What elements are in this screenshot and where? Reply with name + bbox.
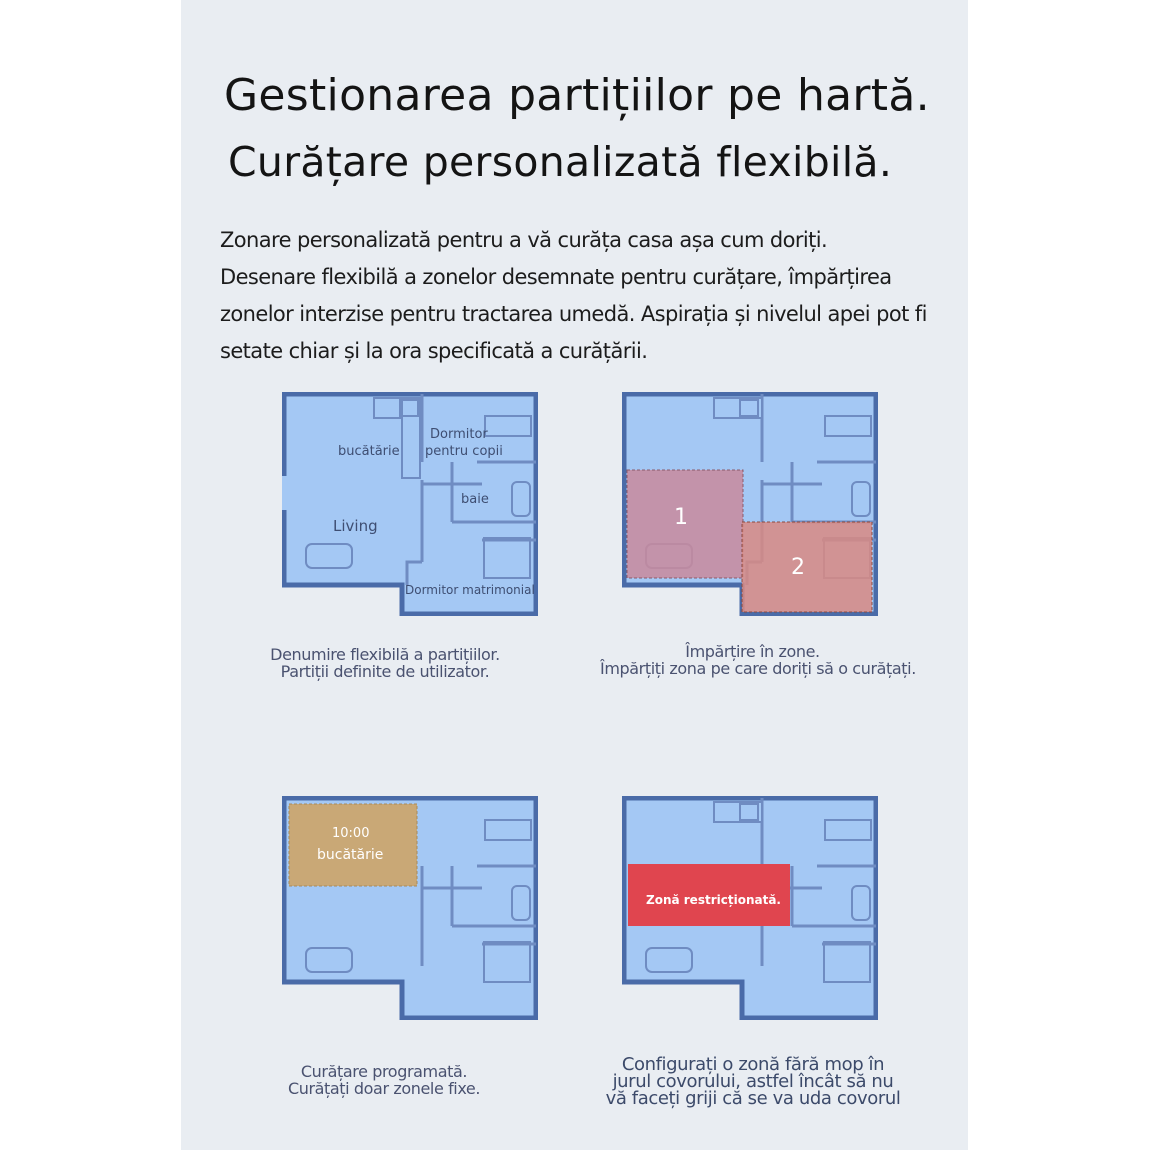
- scheduled-zone: [289, 804, 417, 886]
- description-line: zonelor interzise pentru tractarea umedă. Aspirația și nivelul apei pot fi: [220, 302, 927, 326]
- caption-line: Configurați o zonă fără mop în: [621, 1054, 885, 1075]
- caption-named-partitions: [260, 646, 510, 680]
- floor-plan-restricted: [622, 796, 878, 1020]
- caption-line: Denumire flexibilă a partițiilor.: [270, 645, 500, 664]
- room-label-kitchen: bucătărie: [338, 444, 400, 459]
- description-line: setate chiar și la ora specificată a curățării.: [220, 339, 648, 363]
- floor-plan-named: [282, 392, 538, 616]
- room-label-living: Living: [333, 517, 378, 535]
- caption-zones: [600, 642, 916, 678]
- caption-line: vă faceți griji că se va uda covorul: [605, 1088, 901, 1109]
- page-subtitle: Curățare personalizată flexibilă.: [228, 138, 893, 186]
- caption-restricted: [598, 1056, 908, 1107]
- zone-1-label: 1: [674, 505, 688, 530]
- floor-plan-scheduled: [282, 796, 538, 1020]
- room-label-kids-room: Dormitor: [430, 427, 488, 442]
- caption-scheduled: [259, 1063, 509, 1097]
- caption-line: Curățare programată.: [300, 1062, 468, 1081]
- description: [220, 222, 927, 370]
- scheduled-time: 10:00: [332, 826, 370, 841]
- floor-plan-zones: [622, 392, 878, 616]
- room-label-bathroom: baie: [461, 492, 489, 507]
- restricted-zone-label: Zonă restricționată.: [646, 893, 781, 907]
- room-label-kids-room-2: pentru copii: [425, 444, 503, 459]
- caption-line: Împărțire în zone.: [685, 642, 820, 661]
- zone-2: [742, 522, 872, 612]
- caption-line: jurul covorului, astfel încât să nu: [612, 1071, 894, 1092]
- description-line: Desenare flexibilă a zonelor desemnate pentru curățare, împărțirea: [220, 265, 892, 289]
- description-line: Zonare personalizată pentru a vă curăța casa așa cum doriți.: [220, 228, 828, 252]
- floor-plan-base: [284, 394, 536, 614]
- zone-2-label: 2: [791, 555, 805, 580]
- room-label-master-bedroom: Dormitor matrimonial: [405, 583, 535, 597]
- caption-line: Partiții definite de utilizator.: [280, 662, 490, 681]
- caption-line: Împărțiți zona pe care doriți să o curățați.: [600, 659, 916, 678]
- scheduled-room: bucătărie: [317, 847, 384, 863]
- page-title: Gestionarea partițiilor pe hartă.: [224, 70, 930, 121]
- caption-line: Curățați doar zonele fixe.: [287, 1079, 481, 1098]
